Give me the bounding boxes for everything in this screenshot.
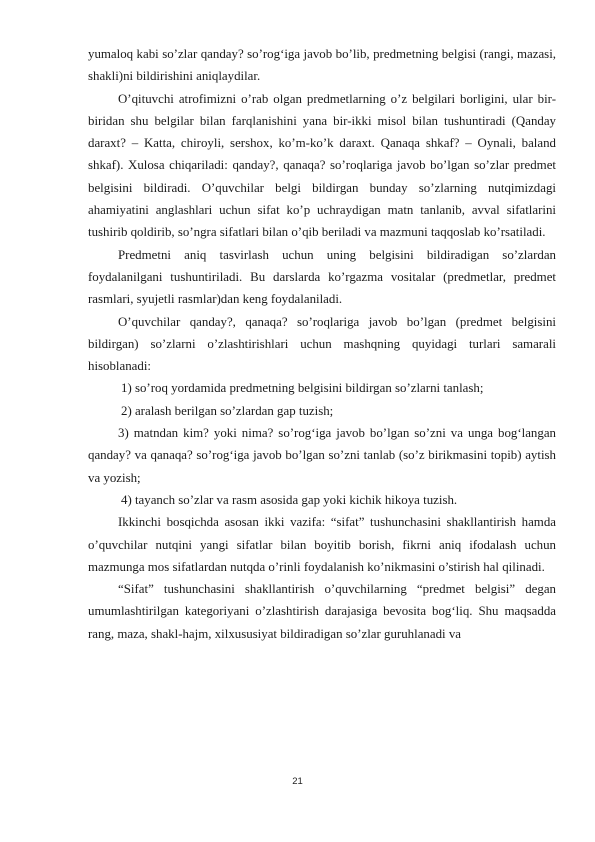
paragraph-exercise-types: O’quvchilar qanday?, qanaqa? so’roqlariga javob bo’lgan (predmet belgisini bildirgan) so’zlarni o’zlashtirishlari uchun mashqning quyidagi turlari samarali hisoblanadi:: [88, 314, 556, 374]
page-number: 21: [292, 776, 303, 787]
list-item-4: 4) tayanch so’zlar va rasm asosida gap yoki kichik hikoya tuzish.: [121, 492, 458, 507]
paragraph-teacher-explains: O’qituvchi atrofimizni o’rab olgan predmetlarning o’z belgilari borligini, ular bir-biridan shu belgilar bilan farqlanishini yana bir-ikki misol bilan tushuntiradi (Qanday daraxt? – Katta, chiroyli, sershox, ko’m-ko’k daraxt. Qanaqa shkaf? – Oynali, baland shkaf). Xulosa chiqariladi: qanday?, qanaqa? so’roqlariga javob bo’lgan so’zlar predmet belgisini bildiradi. O’quvchilar belgi bildirgan bunday so’zlarning nutqimizdagi ahamiyatini anglashlari uchun sifat ko’p uchraydigan matn tanlanib, avval sifatlarini tushirib qoldirib, so’ngra sifatlari bilan o’qib beriladi va mazmuni taqqoslab ko’rsatiladi.: [88, 91, 556, 240]
paragraph-sifat-concept: “Sifat” tushunchasini shakllantirish o’quvchilarning “predmet belgisi” degan umumlashtirilgan kategoriyani o’zlashtirish darajasiga bevosita bog‘liq. Shu maqsadda rang, maza, shakl-hajm, xilxususiyat bildiradigan so’zlar guruhlanadi va: [88, 582, 556, 641]
paragraph-continuation: yumaloq kabi so’zlar qanday? so’rog‘iga javob bo’lib, predmetning belgisi (rangi, mazasi, shakli)ni bildirishini aniqlaydilar.: [88, 47, 556, 84]
list-item-2: 2) aralash berilgan so’zlardan gap tuzish;: [121, 403, 334, 418]
list-item-3: 3) matndan kim? yoki nima? so’rog‘iga javob bo’lgan so’zni va unga bog‘langan qanday? va qanaqa? so’rog‘iga javob bo’lgan so’zni tanlab (so’z birikmasini topib) aytish va yozish;: [88, 426, 556, 485]
paragraph-predmet-description: Predmetni aniq tasvirlash uchun uning belgisini bildiradigan so’zlardan foydalanilgani tushuntiriladi. Bu darslarda ko’rgazma vositalar (predmetlar, predmet rasmlari, syujetli rasmlar)dan keng foydalaniladi.: [88, 247, 556, 307]
document-page: [88, 43, 556, 645]
paragraph-second-stage: Ikkinchi bosqichda asosan ikki vazifa: “sifat” tushunchasini shakllantirish hamda o’quvchilar nutqini yangi sifatlar bilan boyitib borish, fikrni aniq ifodalash uchun mazmunga mos sifatlardan nutqda o’rinli foydalanish ko’nikmasini o’stirish hal qilinadi.: [88, 515, 556, 574]
list-item-1: 1) so’roq yordamida predmetning belgisini bildirgan so’zlarni tanlash;: [121, 381, 484, 396]
